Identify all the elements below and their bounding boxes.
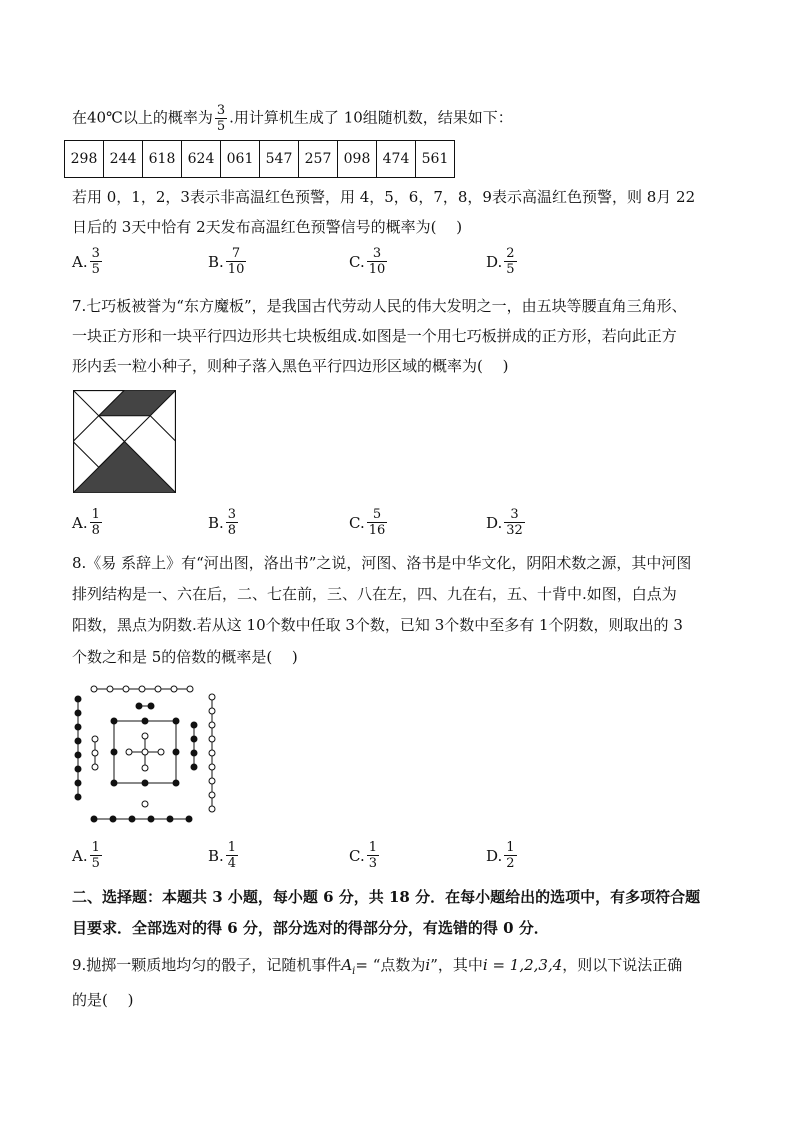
black-dot <box>173 718 179 724</box>
random-number-cell: 547 <box>260 141 299 178</box>
option-c[interactable]: C. $\frac{5}{16}$ <box>349 507 386 538</box>
option-c[interactable]: C. $\frac{3}{10}$ <box>349 246 386 277</box>
option-a[interactable]: A. $\frac{3}{5}$ <box>72 246 100 277</box>
q6-intro-line <box>72 103 513 134</box>
random-number-cell: 098 <box>338 141 377 178</box>
white-dot <box>209 722 215 728</box>
black-dot <box>111 780 117 786</box>
white-dot <box>209 764 215 770</box>
white-dot <box>209 736 215 742</box>
white-dot <box>187 686 193 692</box>
black-dot <box>142 718 148 724</box>
black-dot <box>75 738 81 744</box>
white-dot <box>209 792 215 798</box>
black-dot <box>75 766 81 772</box>
black-dot <box>75 794 81 800</box>
q8-options <box>72 840 732 880</box>
white-dot <box>142 765 148 771</box>
random-number-cell: 061 <box>221 141 260 178</box>
section2-line1: 二、选择题：本题共 3 小题，每小题 6 分，共 18 分．在每小题给出的选项中，有多项符合题 <box>72 888 701 906</box>
q6-options <box>72 246 732 286</box>
q8-line3: 阳数，黑点为阴数.若从这 10个数中任取 3个数，已知 3个数中至多有 1个阴数，则取出的 3 <box>72 616 683 634</box>
white-dot <box>171 686 177 692</box>
q7-line2: 一块正方形和一块平行四边形共七块板组成.如图是一个用七巧板拼成的正方形，若向此正方 <box>72 327 677 345</box>
option-b[interactable]: B. $\frac{3}{8}$ <box>208 507 237 538</box>
q9-line1: 9.抛掷一颗质地均匀的骰子，记随机事件$A_i=$ “点数为i”，其中i = 1,2,3,4，则以下说法正确 <box>72 956 683 977</box>
white-dot <box>91 686 97 692</box>
black-dot <box>110 816 116 822</box>
white-dot <box>209 778 215 784</box>
black-dot <box>75 724 81 730</box>
white-dot <box>155 686 161 692</box>
black-dot <box>75 780 81 786</box>
random-number-cell: 624 <box>182 141 221 178</box>
white-dot <box>92 764 98 770</box>
black-dot <box>191 750 197 756</box>
black-dot <box>91 816 97 822</box>
option-b[interactable]: B. $\frac{7}{10}$ <box>208 246 245 277</box>
table-row <box>65 141 455 178</box>
random-number-table <box>64 140 455 178</box>
q6-intro-b: .用计算机生成了 10组随机数，结果如下： <box>229 108 513 127</box>
white-dot <box>139 686 145 692</box>
black-dot <box>186 816 192 822</box>
q6-line2: 日后的 3天中恰有 2天发布高温红色预警信号的概率为( ) <box>72 218 463 236</box>
white-dot <box>142 733 148 739</box>
tangram-black-parallelogram <box>99 390 176 416</box>
option-d[interactable]: D. $\frac{2}{5}$ <box>486 246 515 277</box>
white-dot <box>158 749 164 755</box>
option-a[interactable]: A. $\frac{1}{8}$ <box>72 507 100 538</box>
black-dot <box>191 764 197 770</box>
white-dot <box>92 736 98 742</box>
black-dot <box>75 752 81 758</box>
random-number-cell: 257 <box>299 141 338 178</box>
white-dot <box>107 686 113 692</box>
q8-line2: 排列结构是一、六在后，二、七在前，三、八在左，四、九在右，五、十背中.如图，白点为 <box>72 585 677 603</box>
white-dot <box>209 694 215 700</box>
q9-line2: 的是( ) <box>72 991 134 1009</box>
option-d[interactable]: D. $\frac{3}{32}$ <box>486 507 523 538</box>
option-b[interactable]: B. $\frac{1}{4}$ <box>208 840 237 871</box>
black-dot <box>111 718 117 724</box>
black-dot <box>191 722 197 728</box>
white-dot <box>209 750 215 756</box>
white-dot <box>142 749 148 755</box>
random-number-cell: 244 <box>104 141 143 178</box>
q9-event: A <box>341 956 353 974</box>
q6-intro-fraction: $\frac{3}{5}$ <box>216 103 226 134</box>
black-dot <box>75 696 81 702</box>
black-dot <box>142 780 148 786</box>
black-dot <box>173 780 179 786</box>
white-dot <box>209 806 215 812</box>
tangram-figure <box>73 390 176 493</box>
q6-intro-a: 在40℃以上的概率为 <box>72 108 213 127</box>
q7-line3: 形内丢一粒小种子，则种子落入黑色平行四边形区域的概率为( ) <box>72 357 509 375</box>
white-dot <box>209 708 215 714</box>
hetu-figure <box>70 683 220 825</box>
white-dot <box>92 750 98 756</box>
white-dot <box>126 749 132 755</box>
option-a[interactable]: A. $\frac{1}{5}$ <box>72 840 100 871</box>
random-number-cell: 298 <box>65 141 104 178</box>
tangram-black-triangle <box>73 442 176 494</box>
black-dot <box>136 703 142 709</box>
black-dot <box>111 749 117 755</box>
white-dot <box>142 801 148 807</box>
black-dot <box>129 816 135 822</box>
q8-line1: 8.《易 系辞上》有“河出图，洛出书”之说，河图、洛书是中华文化，阴阳术数之源，其中河图 <box>72 554 692 572</box>
q8-line4: 个数之和是 5的倍数的概率是( ) <box>72 648 298 666</box>
random-number-cell: 618 <box>143 141 182 178</box>
black-dot <box>148 816 154 822</box>
q9-condition: i = 1,2,3,4 <box>482 956 563 974</box>
black-dot <box>75 710 81 716</box>
white-dot <box>123 686 129 692</box>
black-dot <box>148 703 154 709</box>
black-dot <box>173 749 179 755</box>
random-number-cell: 561 <box>416 141 455 178</box>
q7-options <box>72 507 732 547</box>
black-dot <box>191 736 197 742</box>
option-c[interactable]: C. $\frac{1}{3}$ <box>349 840 377 871</box>
q6-line1: 若用 0，1，2，3表示非高温红色预警，用 4，5，6，7，8，9表示高温红色预警，则 8月 22 <box>72 188 696 206</box>
option-d[interactable]: D. $\frac{1}{2}$ <box>486 840 515 871</box>
black-dot <box>167 816 173 822</box>
random-number-cell: 474 <box>377 141 416 178</box>
section2-line2: 目要求．全部选对的得 6 分，部分选对的得部分分，有选错的得 0 分． <box>72 919 549 937</box>
q7-line1: 7.七巧板被誉为“东方魔板”，是我国古代劳动人民的伟大发明之一，由五块等腰直角三角形、 <box>72 297 687 315</box>
